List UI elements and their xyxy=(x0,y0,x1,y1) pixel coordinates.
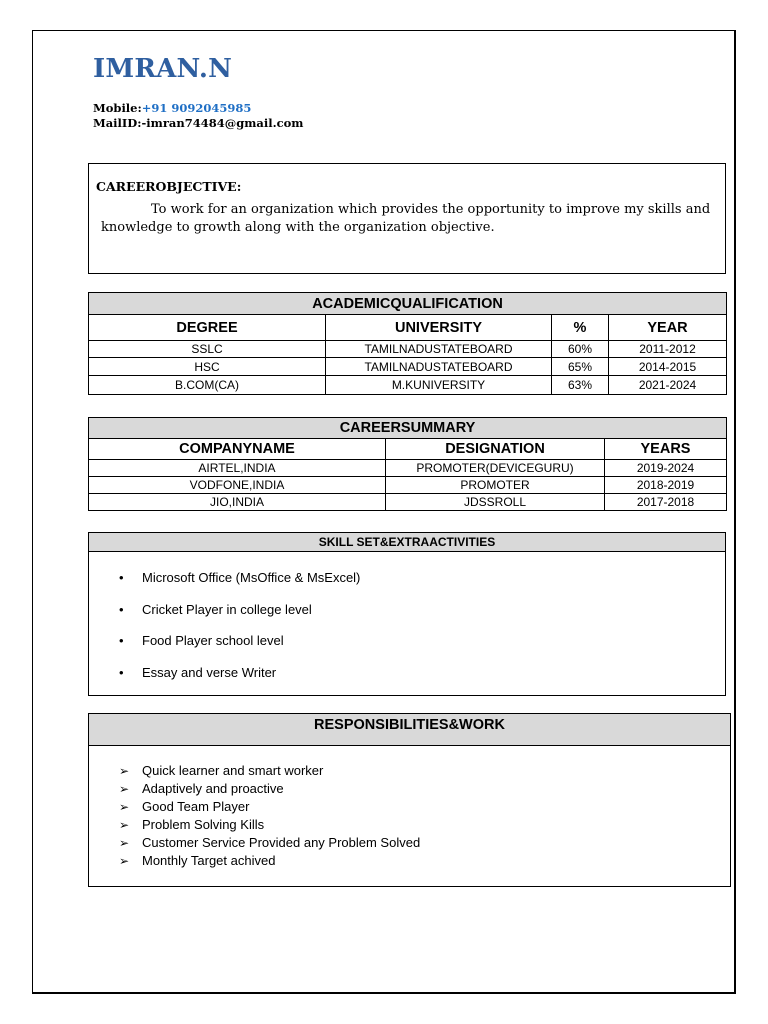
table-cell: SSLC xyxy=(89,341,326,358)
table-cell: PROMOTER(DEVICEGURU) xyxy=(386,460,605,477)
list-item xyxy=(89,798,420,816)
table-cell: M.KUNIVERSITY xyxy=(326,376,552,395)
table-cell: HSC xyxy=(89,358,326,376)
col-header-designation: DESIGNATION xyxy=(386,439,605,460)
table-cell: 2014-2015 xyxy=(609,358,727,376)
mobile-label: Mobile: xyxy=(93,101,142,115)
list-item-text: Microsoft Office (MsOffice & MsExcel) xyxy=(142,570,361,585)
table-cell: 63% xyxy=(552,376,609,395)
career-summary-title: CAREERSUMMARY xyxy=(89,418,727,439)
table-cell: JDSSROLL xyxy=(386,494,605,511)
table-row xyxy=(89,494,727,511)
responsibilities-section xyxy=(88,713,731,887)
table-cell: JIO,INDIA xyxy=(89,494,386,511)
col-header-percent: % xyxy=(552,315,609,341)
table-cell: 65% xyxy=(552,358,609,376)
arrow-bullet-icon: ➢ xyxy=(119,836,130,850)
list-item xyxy=(89,762,420,780)
table-cell: 2011-2012 xyxy=(609,341,727,358)
list-item-text: Problem Solving Kills xyxy=(142,817,265,832)
list-item xyxy=(89,569,360,601)
list-item-text: Customer Service Provided any Problem Solved xyxy=(142,835,421,850)
table-cell: 2017-2018 xyxy=(605,494,727,511)
list-item xyxy=(89,780,420,798)
table-cell: 2018-2019 xyxy=(605,477,727,494)
bullet-icon: • xyxy=(119,601,124,617)
list-item-text: Quick learner and smart worker xyxy=(142,763,324,778)
bullet-icon: • xyxy=(119,665,124,681)
candidate-name: IMRAN.N xyxy=(93,54,233,84)
table-cell: B.COM(CA) xyxy=(89,376,326,395)
table-row xyxy=(89,376,727,395)
list-item-text: Food Player school level xyxy=(142,633,284,649)
list-item-text: Adaptively and proactive xyxy=(142,781,284,796)
list-item-text: Essay and verse Writer xyxy=(142,665,277,681)
list-item xyxy=(89,632,360,664)
arrow-bullet-icon: ➢ xyxy=(119,782,130,796)
table-cell: 60% xyxy=(552,341,609,358)
academic-qualification-table xyxy=(88,292,727,395)
career-summary-table xyxy=(88,417,727,511)
col-header-year: YEAR xyxy=(609,315,727,341)
table-cell: TAMILNADUSTATEBOARD xyxy=(326,358,552,376)
list-item xyxy=(89,816,420,834)
table-row xyxy=(89,341,727,358)
table-cell: AIRTEL,INDIA xyxy=(89,460,386,477)
table-row xyxy=(89,460,727,477)
arrow-bullet-icon: ➢ xyxy=(119,854,130,868)
col-header-years: YEARS xyxy=(605,439,727,460)
responsibilities-title: RESPONSIBILITIES&WORK xyxy=(89,714,730,746)
bullet-icon: • xyxy=(119,633,124,649)
table-cell: 2019-2024 xyxy=(605,460,727,477)
list-item xyxy=(89,601,360,633)
career-objective-section xyxy=(88,163,726,274)
table-cell: PROMOTER xyxy=(386,477,605,494)
arrow-bullet-icon: ➢ xyxy=(119,764,130,778)
table-cell: VODFONE,INDIA xyxy=(89,477,386,494)
list-item-text: Good Team Player xyxy=(142,799,250,814)
skill-set-section xyxy=(88,532,726,696)
table-row xyxy=(89,477,727,494)
col-header-degree: DEGREE xyxy=(89,315,326,341)
table-cell: 2021-2024 xyxy=(609,376,727,395)
arrow-bullet-icon: ➢ xyxy=(119,818,130,832)
mail-label: MailID:- xyxy=(93,116,147,130)
arrow-bullet-icon: ➢ xyxy=(119,800,130,814)
list-item xyxy=(89,834,420,852)
list-item-text: Cricket Player in college level xyxy=(142,601,312,617)
skill-list xyxy=(89,569,360,696)
career-objective-heading: CAREEROBJECTIVE: xyxy=(96,179,242,194)
table-row xyxy=(89,358,727,376)
mobile-number: +91 9092045985 xyxy=(141,101,252,115)
table-cell: TAMILNADUSTATEBOARD xyxy=(326,341,552,358)
bullet-icon: • xyxy=(119,570,124,585)
skill-set-title: SKILL SET&EXTRAACTIVITIES xyxy=(89,533,725,552)
list-item xyxy=(89,852,420,870)
mail-line xyxy=(93,116,303,130)
academic-qualification-title: ACADEMICQUALIFICATION xyxy=(89,293,727,315)
career-objective-text: To work for an organization which provides the opportunity to improve my skills and knowledge to growth along with the organization objective. xyxy=(101,202,711,235)
col-header-university: UNIVERSITY xyxy=(326,315,552,341)
col-header-company-name: COMPANYNAME xyxy=(89,439,386,460)
mobile-line xyxy=(93,101,251,115)
mail-address: imran74484@gmail.com xyxy=(146,116,304,130)
list-item-text: Monthly Target achived xyxy=(142,853,276,868)
list-item xyxy=(89,664,360,696)
responsibilities-list xyxy=(89,762,420,870)
